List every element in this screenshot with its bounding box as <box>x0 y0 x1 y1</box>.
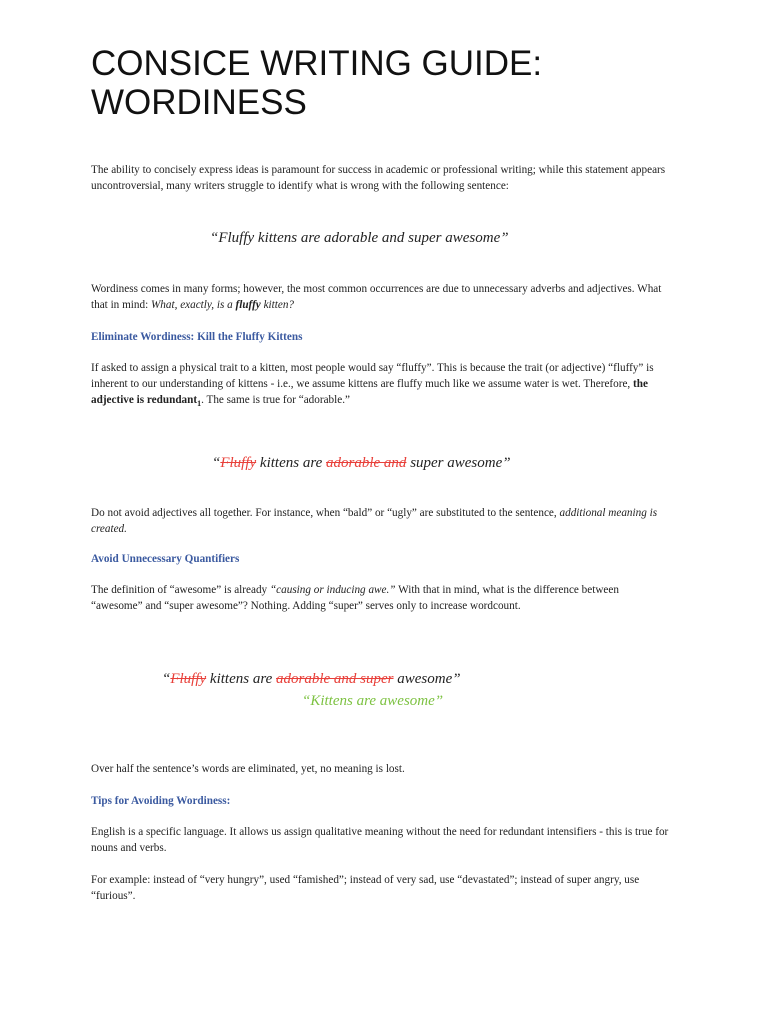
quote2-middle: kittens are <box>256 455 327 471</box>
quantifiers-paragraph <box>91 582 671 614</box>
heading-tips: Tips for Avoiding Wordiness: <box>91 795 231 807</box>
wordiness-text: Wordiness comes in many forms; however, the most common occurrences are due to unnecessary adverbs and adjectives. What that in mind: <box>91 283 662 311</box>
footnote-marker: 1 <box>197 399 202 409</box>
heading-eliminate-wordiness: Eliminate Wordiness: Kill the Fluffy Kittens <box>91 331 303 343</box>
adjectives-emphasis: additional meaning is created. <box>91 507 658 535</box>
quote2-open: “ <box>212 455 221 471</box>
quote3-strike-adorable-super: adorable and super <box>276 671 394 687</box>
document-title <box>91 44 711 122</box>
intro-paragraph: The ability to concisely express ideas is paramount for success in academic or professional writing; while this statement appears uncontroversial, many writers struggle to identify what is wrong with the following sentence: <box>91 164 666 192</box>
question-part-a: What, exactly, is a <box>150 299 236 311</box>
quote3-middle: kittens are <box>206 671 277 687</box>
title-line-2: WORDINESS <box>91 83 307 122</box>
quantifiers-text-b: With that in mind, what is the difference between “awesome” and “super awesome”? Nothing. Adding “super” serves only to increase wordcount. <box>91 584 619 612</box>
quote-struck-adjectives <box>212 453 511 473</box>
quote3-end: awesome” <box>393 671 461 687</box>
tips-paragraph: English is a specific language. It allows us assign qualitative meaning without the need for redundant intensifiers - this is true for nouns and verbs. <box>91 826 669 854</box>
quantifiers-definition: “causing or inducing awe.” <box>269 584 396 596</box>
quote2-strike-adorable: adorable and <box>326 455 407 471</box>
adjectives-text: Do not avoid adjectives all together. For instance, when “bald” or “ugly” are substituted to the sentence, <box>91 507 560 519</box>
quantifiers-text-a: The definition of “awesome” is already <box>91 584 270 596</box>
quote3-strike-fluffy: Fluffy <box>170 671 207 687</box>
quote-original-sentence: “Fluffy kittens are adorable and super awesome” <box>210 230 509 246</box>
redundant-adjective-paragraph <box>91 360 671 412</box>
question-part-c: kitten? <box>260 299 295 311</box>
quote-concise-sentence: “Kittens are awesome” <box>302 693 444 709</box>
redundant-end: . The same is true for “adorable.” <box>201 394 350 406</box>
redundant-bold-text: the adjective is redundant <box>91 378 648 406</box>
quote2-end: super awesome” <box>406 455 511 471</box>
wordiness-question <box>151 299 294 311</box>
question-emphasis: fluffy <box>235 299 261 311</box>
quote3-open: “ <box>162 671 171 687</box>
quote2-strike-fluffy: Fluffy <box>220 455 257 471</box>
example-paragraph: For example: instead of “very hungry”, used “famished”; instead of very sad, use “devastated”; instead of super angry, use “furious”. <box>91 874 640 902</box>
heading-quantifiers: Avoid Unnecessary Quantifiers <box>91 553 240 565</box>
adjectives-paragraph <box>91 505 671 537</box>
redundant-text: If asked to assign a physical trait to a kitten, most people would say “fluffy”. This is because the trait (or adjective) “fluffy” is inherent to our understanding of kittens - i.e., we assume kittens are fluffy much like we assume water is wet. Therefore, <box>91 362 654 390</box>
title-line-1: CONSICE WRITING GUIDE: <box>91 44 543 83</box>
wordiness-paragraph <box>91 281 671 313</box>
result-paragraph: Over half the sentence’s words are eliminated, yet, no meaning is lost. <box>91 763 405 775</box>
quote-struck-quantifier <box>162 669 461 689</box>
